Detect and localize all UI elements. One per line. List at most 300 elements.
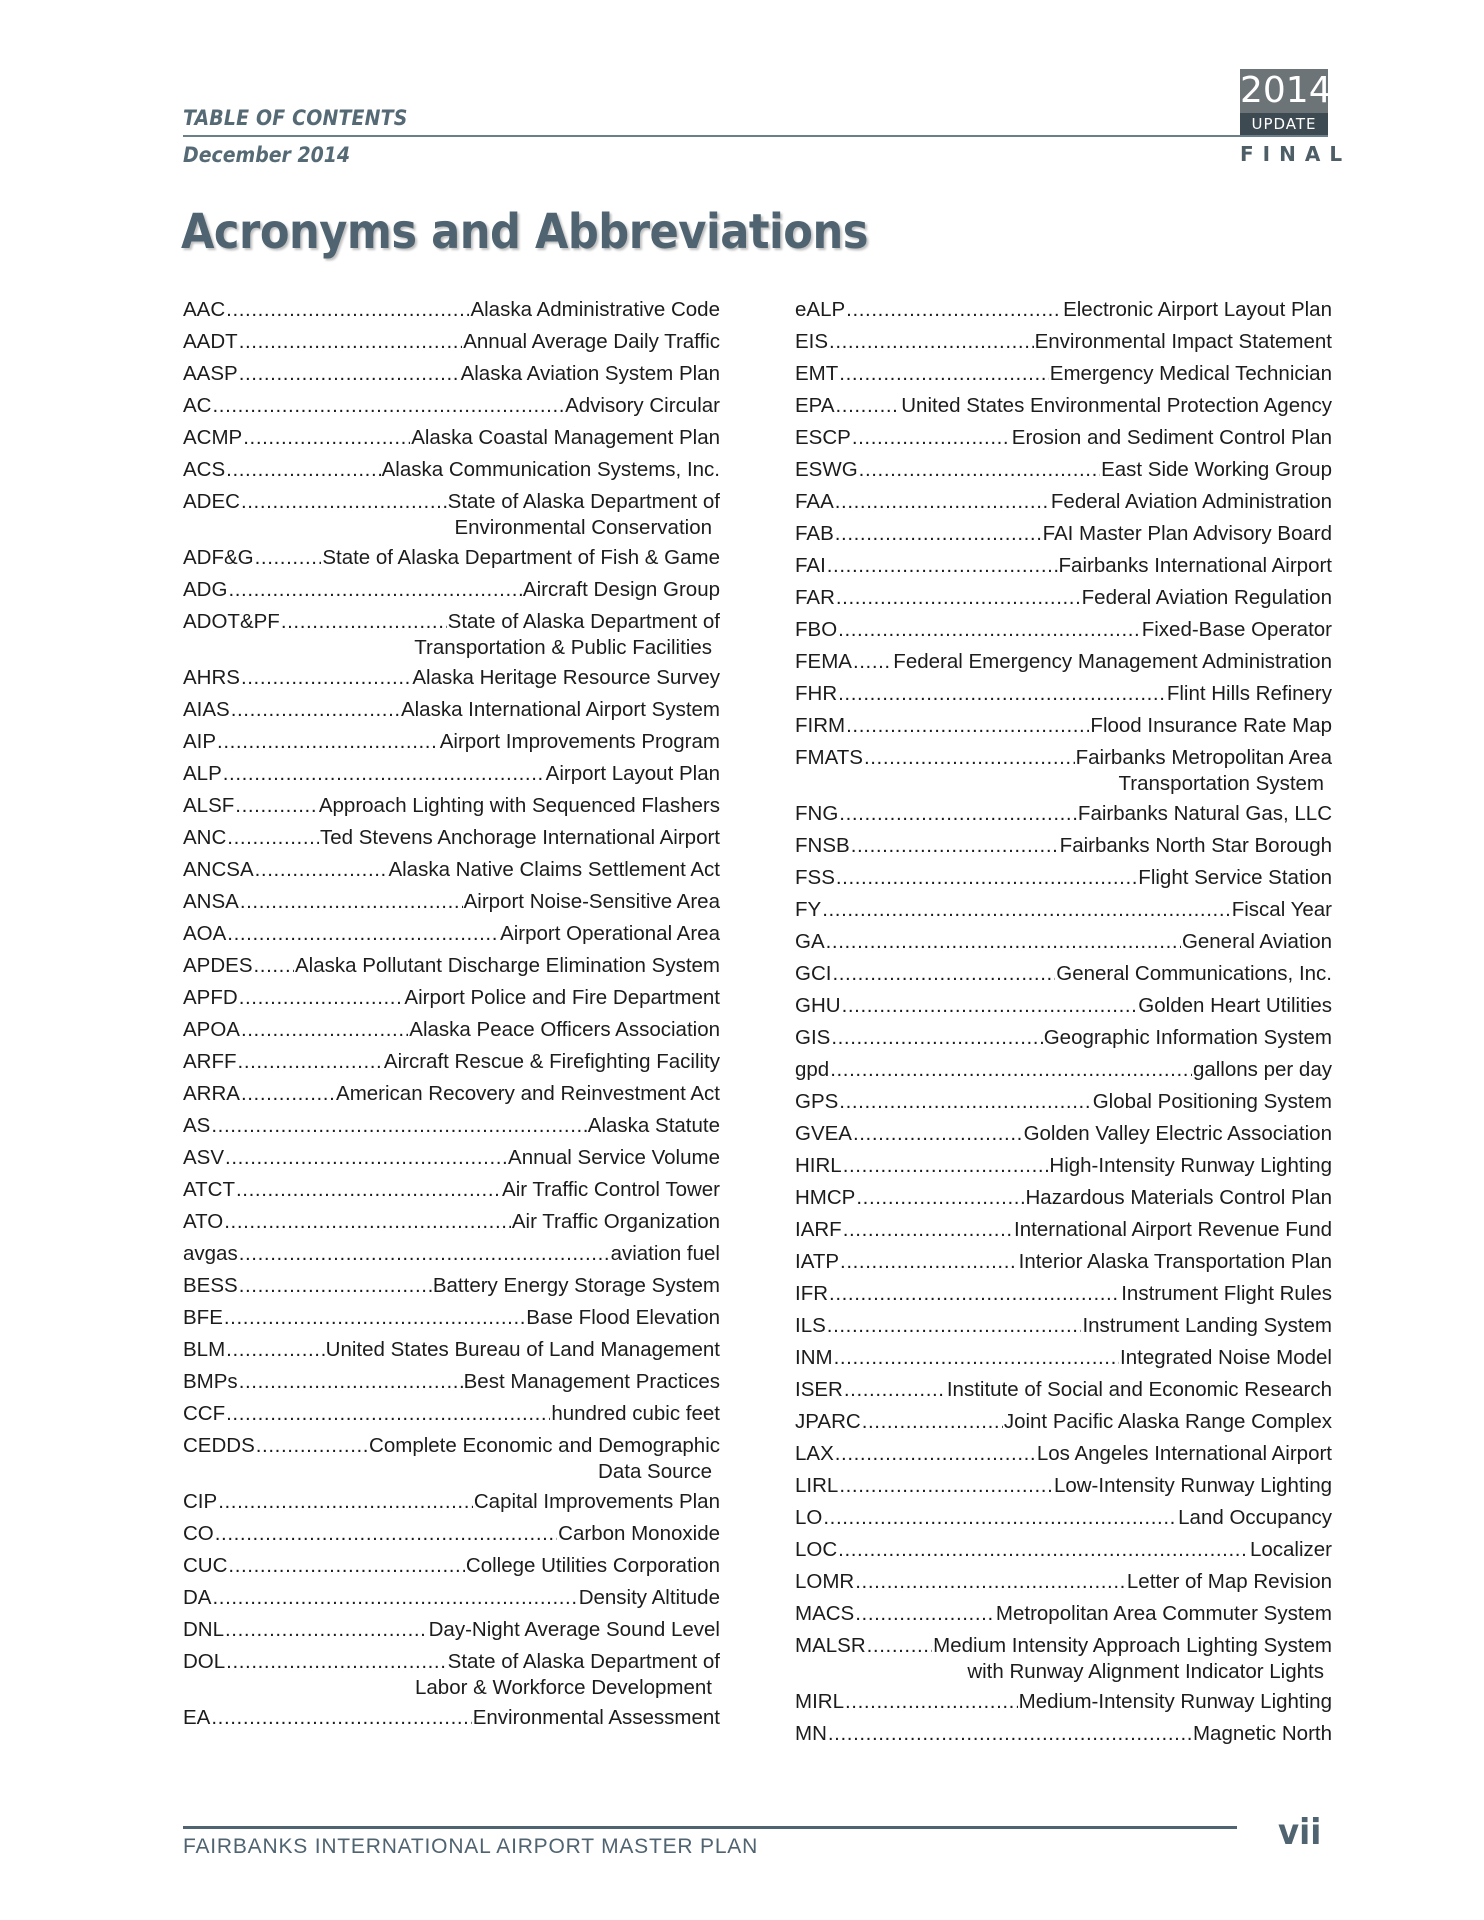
acronym-term: BMPs — [183, 1370, 238, 1393]
acronym-entry — [183, 574, 720, 606]
acronym-entry-line — [183, 1142, 720, 1174]
acronym-entry — [795, 518, 1332, 550]
acronym-term: GVEA — [795, 1122, 852, 1145]
acronym-definition: Alaska Aviation System Plan — [460, 362, 720, 385]
acronym-definition: Global Positioning System — [1092, 1090, 1332, 1113]
acronym-entry-line — [795, 1214, 1332, 1246]
acronym-term: BESS — [183, 1274, 238, 1297]
acronym-entry-line — [183, 758, 720, 790]
acronym-entry-line — [795, 1718, 1332, 1750]
acronym-entry-line — [183, 822, 720, 854]
acronym-definition: Aircraft Design Group — [522, 578, 720, 601]
acronym-entry-line — [183, 854, 720, 886]
acronym-entry-line — [183, 1174, 720, 1206]
acronym-entry-line — [795, 1118, 1332, 1150]
acronym-definition: Approach Lighting with Sequenced Flashers — [318, 794, 720, 817]
acronym-definition: hundred cubic feet — [551, 1402, 720, 1425]
acronym-entry-line — [795, 830, 1332, 862]
dot-leader — [254, 950, 295, 982]
acronym-entry-line — [795, 326, 1332, 358]
acronym-term: ISER — [795, 1378, 843, 1401]
dot-leader — [853, 646, 892, 678]
dot-leader — [228, 574, 521, 606]
acronym-entry-line — [795, 926, 1332, 958]
acronym-definition: Aircraft Rescue & Firefighting Facility — [383, 1050, 720, 1073]
acronym-entry — [183, 294, 720, 326]
acronym-entry — [795, 926, 1332, 958]
dot-leader — [822, 894, 1231, 926]
acronym-entry-line — [795, 894, 1332, 926]
acronym-entry — [183, 358, 720, 390]
acronym-entry-line — [183, 390, 720, 422]
dot-leader — [241, 486, 447, 518]
acronym-entry — [183, 1174, 720, 1206]
acronym-definition: Alaska Pollutant Discharge Elimination System — [295, 954, 720, 977]
acronym-entry-line — [183, 1110, 720, 1142]
dot-leader — [827, 550, 1058, 582]
acronym-entry — [795, 862, 1332, 894]
acronym-term: FNG — [795, 802, 839, 825]
acronym-term: DOL — [183, 1650, 226, 1673]
acronym-entry-line — [795, 798, 1332, 830]
page-number: vii — [1278, 1812, 1322, 1853]
acronym-entry — [795, 1566, 1332, 1598]
acronym-entry-line — [795, 1470, 1332, 1502]
acronym-entry-line — [183, 1206, 720, 1238]
acronym-definition: Federal Aviation Administration — [1050, 490, 1332, 513]
acronym-entry — [183, 1486, 720, 1518]
acronym-term: EPA — [795, 394, 835, 417]
acronym-entry — [795, 1502, 1332, 1534]
acronym-definition: Annual Average Daily Traffic — [463, 330, 720, 353]
acronym-entry-line — [183, 694, 720, 726]
acronym-term: AIAS — [183, 698, 230, 721]
acronym-term: ESCP — [795, 426, 851, 449]
acronym-definition: Base Flood Elevation — [526, 1306, 720, 1329]
acronym-entry — [795, 958, 1332, 990]
acronym-term: FAR — [795, 586, 835, 609]
dot-leader — [838, 614, 1141, 646]
acronym-entry — [183, 726, 720, 758]
acronym-entry — [183, 1270, 720, 1302]
acronym-term: MACS — [795, 1602, 855, 1625]
acronym-term: avgas — [183, 1242, 238, 1265]
dot-leader — [236, 1174, 501, 1206]
acronym-entry — [795, 1310, 1332, 1342]
acronym-term: DNL — [183, 1618, 225, 1641]
dot-leader — [845, 1686, 1018, 1718]
acronym-entry-line — [183, 1398, 720, 1430]
acronym-definition: Metropolitan Area Commuter System — [995, 1602, 1332, 1625]
acronym-entry-line — [795, 1686, 1332, 1718]
acronym-entry — [795, 358, 1332, 390]
acronym-term: INM — [795, 1346, 833, 1369]
header-section-title: TABLE OF CONTENTS — [183, 106, 408, 130]
acronym-entry-line — [795, 1246, 1332, 1278]
acronym-definition-continued: with Runway Alignment Indicator Lights — [967, 1660, 1324, 1683]
acronym-entry — [795, 582, 1332, 614]
acronym-entry — [183, 1334, 720, 1366]
acronym-definition: State of Alaska Department of — [447, 490, 720, 513]
acronym-entry — [183, 1398, 720, 1430]
acronym-definition: Alaska Peace Officers Association — [409, 1018, 720, 1041]
acronym-definition: Best Management Practices — [463, 1370, 720, 1393]
dot-leader — [256, 1430, 368, 1462]
header-rule — [183, 135, 1328, 137]
acronym-entry — [183, 390, 720, 422]
acronym-entry-line — [183, 422, 720, 454]
acronym-entry — [795, 326, 1332, 358]
acronym-entry — [183, 1550, 720, 1582]
acronym-term: FHR — [795, 682, 838, 705]
acronym-term: FAB — [795, 522, 834, 545]
acronym-definition: Capital Improvements Plan — [473, 1490, 720, 1513]
acronym-entry-line — [183, 982, 720, 1014]
acronym-entry — [183, 918, 720, 950]
dot-leader — [836, 862, 1137, 894]
acronym-definition: Environmental Impact Statement — [1034, 330, 1332, 353]
acronym-definition: Golden Valley Electric Association — [1023, 1122, 1332, 1145]
acronym-entry — [795, 614, 1332, 646]
acronym-entry — [795, 894, 1332, 926]
acronym-entry-line — [183, 950, 720, 982]
acronym-entry — [183, 1206, 720, 1238]
acronym-definition: Airport Improvements Program — [439, 730, 720, 753]
dot-leader — [217, 726, 439, 758]
acronym-entry — [183, 1518, 720, 1550]
acronym-entry — [795, 1406, 1332, 1438]
acronym-term: APOA — [183, 1018, 240, 1041]
acronym-entry — [183, 950, 720, 982]
acronym-term: FY — [795, 898, 822, 921]
acronym-term: AHRS — [183, 666, 240, 689]
acronym-definition: Electronic Airport Layout Plan — [1063, 298, 1332, 321]
acronym-definition: Ted Stevens Anchorage International Airport — [319, 826, 720, 849]
dot-leader — [852, 422, 1011, 454]
acronym-entry-line — [795, 614, 1332, 646]
acronym-entry — [183, 486, 720, 542]
acronym-term: BFE — [183, 1306, 223, 1329]
acronym-entry — [183, 662, 720, 694]
acronym-entry — [795, 646, 1332, 678]
acronym-term: ALP — [183, 762, 222, 785]
footer-text: FAIRBANKS INTERNATIONAL AIRPORT MASTER PLAN — [183, 1835, 759, 1858]
acronym-definition-continued: Transportation & Public Facilities — [414, 636, 712, 659]
acronym-term: ARRA — [183, 1082, 240, 1105]
acronym-entry — [795, 1342, 1332, 1374]
acronym-entry-line — [183, 1046, 720, 1078]
acronym-definition: Airport Noise-Sensitive Area — [463, 890, 720, 913]
dot-leader — [211, 1702, 471, 1734]
acronym-entry — [183, 886, 720, 918]
acronym-term: CEDDS — [183, 1434, 255, 1457]
acronym-term: GPS — [795, 1090, 839, 1113]
acronym-term: FBO — [795, 618, 838, 641]
acronym-entry-line — [795, 1374, 1332, 1406]
acronym-term: CIP — [183, 1490, 218, 1513]
acronym-definition: East Side Working Group — [1101, 458, 1332, 481]
acronym-entry-line — [795, 958, 1332, 990]
dot-leader — [835, 518, 1042, 550]
acronym-term: ADOT&PF — [183, 610, 280, 633]
acronym-definition: Carbon Monoxide — [558, 1522, 720, 1545]
acronym-definition: State of Alaska Department of — [447, 1650, 720, 1673]
acronym-term: gpd — [795, 1058, 830, 1081]
dot-leader — [211, 1110, 586, 1142]
acronym-entry — [795, 1246, 1332, 1278]
acronym-definition: Magnetic North — [1192, 1722, 1332, 1745]
acronym-definition: High-Intensity Runway Lighting — [1049, 1154, 1332, 1177]
dot-leader — [239, 358, 460, 390]
acronym-definition: Battery Energy Storage System — [432, 1274, 720, 1297]
acronym-entry — [183, 758, 720, 790]
dot-leader — [227, 918, 499, 950]
acronym-definition: Joint Pacific Alaska Range Complex — [1003, 1410, 1332, 1433]
dot-leader — [826, 926, 1181, 958]
acronym-entry — [795, 710, 1332, 742]
acronym-definition: Emergency Medical Technician — [1049, 362, 1332, 385]
acronym-entry — [795, 1686, 1332, 1718]
acronym-entry — [795, 798, 1332, 830]
acronym-term: MALSR — [795, 1634, 866, 1657]
acronym-entry — [795, 990, 1332, 1022]
acronym-entry — [795, 486, 1332, 518]
acronym-definition: Alaska Heritage Resource Survey — [412, 666, 720, 689]
acronym-term: ACMP — [183, 426, 243, 449]
acronym-term: FAA — [795, 490, 834, 513]
acronym-entry-line — [183, 1702, 720, 1734]
acronym-term: EIS — [795, 330, 829, 353]
acronym-term: ADF&G — [183, 546, 254, 569]
acronym-entry-line — [795, 1566, 1332, 1598]
acronym-entry-line — [795, 1534, 1332, 1566]
acronym-term: APFD — [183, 986, 238, 1009]
acronym-term: CCF — [183, 1402, 226, 1425]
acronym-entry-line — [183, 1238, 720, 1270]
dot-leader — [218, 1486, 473, 1518]
dot-leader — [856, 1182, 1024, 1214]
dot-leader — [859, 454, 1100, 486]
dot-leader — [212, 390, 564, 422]
acronym-entry — [795, 742, 1332, 798]
acronym-definition: Alaska Administrative Code — [470, 298, 720, 321]
acronym-entry — [795, 1534, 1332, 1566]
acronym-definition: Fairbanks North Star Borough — [1059, 834, 1332, 857]
acronym-definition: Flight Service Station — [1138, 866, 1332, 889]
acronym-term: AAC — [183, 298, 226, 321]
acronym-entry — [795, 678, 1332, 710]
acronym-definition: Environmental Assessment — [472, 1706, 720, 1729]
acronym-term: BLM — [183, 1338, 226, 1361]
acronym-term: AC — [183, 394, 212, 417]
acronym-entry-line — [795, 358, 1332, 390]
acronym-entry-line — [795, 1278, 1332, 1310]
dot-leader — [235, 790, 318, 822]
acronym-entry-line — [795, 678, 1332, 710]
acronym-entry-line — [795, 390, 1332, 422]
acronym-entry-line — [795, 422, 1332, 454]
acronym-definition: FAI Master Plan Advisory Board — [1042, 522, 1332, 545]
dot-leader — [835, 1438, 1036, 1470]
acronym-definition: Federal Aviation Regulation — [1081, 586, 1332, 609]
header-date: December 2014 — [183, 143, 351, 167]
acronym-entry-line — [183, 1614, 720, 1646]
acronym-entry-line — [183, 454, 720, 486]
acronym-definition: State of Alaska Department of Fish & Game — [322, 546, 720, 569]
acronym-definition: Hazardous Materials Control Plan — [1025, 1186, 1332, 1209]
acronym-entry — [183, 790, 720, 822]
acronym-definition: Geographic Information System — [1043, 1026, 1332, 1049]
acronym-term: ANSA — [183, 890, 239, 913]
acronym-entry-line — [795, 862, 1332, 894]
acronym-entry-line — [795, 1054, 1332, 1086]
dot-leader — [862, 1406, 1003, 1438]
acronym-term: FSS — [795, 866, 835, 889]
acronym-entry-line — [183, 1270, 720, 1302]
acronym-definition: Institute of Social and Economic Research — [946, 1378, 1332, 1401]
acronym-entry-line — [183, 542, 720, 574]
dot-leader — [855, 1566, 1126, 1598]
acronym-entry — [183, 854, 720, 886]
acronym-term: AADT — [183, 330, 238, 353]
acronym-entry-line — [795, 1086, 1332, 1118]
acronym-entry — [183, 1702, 720, 1734]
acronym-entry — [183, 1302, 720, 1334]
acronym-definition: International Airport Revenue Fund — [1014, 1218, 1332, 1241]
acronym-entry-line — [183, 358, 720, 390]
acronym-term: EMT — [795, 362, 839, 385]
acronym-entry — [183, 694, 720, 726]
acronym-term: HMCP — [795, 1186, 856, 1209]
acronym-definition: Airport Layout Plan — [545, 762, 720, 785]
acronym-entry-line — [183, 1486, 720, 1518]
acronym-definition: American Recovery and Reinvestment Act — [336, 1082, 720, 1105]
acronym-entry-line — [183, 1078, 720, 1110]
acronym-entry — [795, 1022, 1332, 1054]
acronym-definition: General Communications, Inc. — [1056, 962, 1332, 985]
dot-leader — [239, 982, 404, 1014]
acronym-entry — [795, 1214, 1332, 1246]
badge-final: FINAL — [1240, 142, 1352, 166]
dot-leader — [223, 758, 545, 790]
acronym-definition: Fairbanks Natural Gas, LLC — [1077, 802, 1332, 825]
acronym-entry-line — [183, 574, 720, 606]
acronym-entry-line — [795, 1150, 1332, 1182]
acronym-entry-line — [795, 1022, 1332, 1054]
acronym-entry — [183, 542, 720, 574]
acronym-term: GIS — [795, 1026, 831, 1049]
acronym-entry-line — [183, 726, 720, 758]
acronym-definition: Air Traffic Organization — [511, 1210, 720, 1233]
acronym-definition: Advisory Circular — [565, 394, 720, 417]
acronym-term: ASV — [183, 1146, 225, 1169]
dot-leader — [843, 1150, 1049, 1182]
acronym-term: AS — [183, 1114, 211, 1137]
acronym-entry — [183, 1646, 720, 1702]
dot-leader — [231, 694, 400, 726]
acronym-term: FEMA — [795, 650, 852, 673]
acronym-entry — [795, 1374, 1332, 1406]
acronym-term: ACS — [183, 458, 226, 481]
acronym-definition: Alaska Statute — [587, 1114, 720, 1137]
acronym-definition: Fixed-Base Operator — [1141, 618, 1332, 641]
dot-leader — [225, 1614, 428, 1646]
acronym-entry-line — [795, 294, 1332, 326]
dot-leader — [224, 1302, 525, 1334]
page-title: Acronyms and Abbreviations — [181, 204, 868, 260]
acronym-entry-line — [795, 1406, 1332, 1438]
acronym-definition: Density Altitude — [578, 1586, 720, 1609]
acronym-definition: Integrated Noise Model — [1120, 1346, 1332, 1369]
dot-leader — [851, 830, 1059, 862]
dot-leader — [829, 326, 1034, 358]
acronym-definition: Alaska Communication Systems, Inc. — [381, 458, 720, 481]
acronym-entry-line — [795, 582, 1332, 614]
dot-leader — [240, 886, 463, 918]
acronym-definition: Medium Intensity Approach Lighting System — [933, 1634, 1332, 1657]
acronym-term: FAI — [795, 554, 826, 577]
acronym-entry-line — [183, 1518, 720, 1550]
acronym-definition: Golden Heart Utilities — [1138, 994, 1332, 1017]
acronym-definition: Interior Alaska Transportation Plan — [1018, 1250, 1332, 1273]
acronym-definition-continued: Labor & Workforce Development — [414, 1676, 712, 1699]
acronym-term: ALSF — [183, 794, 235, 817]
acronym-entry-line — [795, 550, 1332, 582]
acronym-term: GHU — [795, 994, 841, 1017]
acronym-entry-line — [183, 662, 720, 694]
dot-leader — [227, 822, 319, 854]
dot-leader — [225, 1142, 507, 1174]
acronym-entry — [795, 1278, 1332, 1310]
acronym-term: ARFF — [183, 1050, 237, 1073]
acronym-entry-line — [183, 1582, 720, 1614]
acronym-entry-line — [795, 486, 1332, 518]
acronym-entry-line — [183, 1550, 720, 1582]
acronym-definition: Alaska Native Claims Settlement Act — [388, 858, 720, 881]
dot-leader — [226, 1646, 446, 1678]
acronym-definition: United States Environmental Protection Agency — [901, 394, 1332, 417]
acronym-definition: Instrument Landing System — [1082, 1314, 1332, 1337]
acronym-term: AASP — [183, 362, 238, 385]
acronym-definition-continued: Transportation System — [1118, 772, 1324, 795]
acronym-definition: Fiscal Year — [1231, 898, 1332, 921]
acronym-entry — [795, 1718, 1332, 1750]
acronym-entry — [183, 822, 720, 854]
dot-leader — [827, 1310, 1082, 1342]
acronym-definition: Airport Police and Fire Department — [404, 986, 720, 1009]
acronym-term: EA — [183, 1706, 211, 1729]
acronym-term: JPARC — [795, 1410, 861, 1433]
acronym-entry — [183, 422, 720, 454]
acronym-term: IATP — [795, 1250, 840, 1273]
dot-leader — [839, 1470, 1053, 1502]
acronym-entry — [795, 1118, 1332, 1150]
acronym-term: ATCT — [183, 1178, 236, 1201]
acronym-entry — [183, 982, 720, 1014]
dot-leader — [835, 486, 1050, 518]
acronym-term: LOC — [795, 1538, 838, 1561]
acronym-definition: Erosion and Sediment Control Plan — [1011, 426, 1332, 449]
dot-leader — [843, 1214, 1013, 1246]
acronym-entry — [795, 1598, 1332, 1630]
acronym-entry — [183, 454, 720, 486]
dot-leader — [836, 390, 901, 422]
dot-leader — [224, 1206, 511, 1238]
acronym-entry — [795, 1150, 1332, 1182]
dot-leader — [212, 1582, 577, 1614]
acronym-entry — [795, 1470, 1332, 1502]
update-badge — [1240, 69, 1332, 135]
